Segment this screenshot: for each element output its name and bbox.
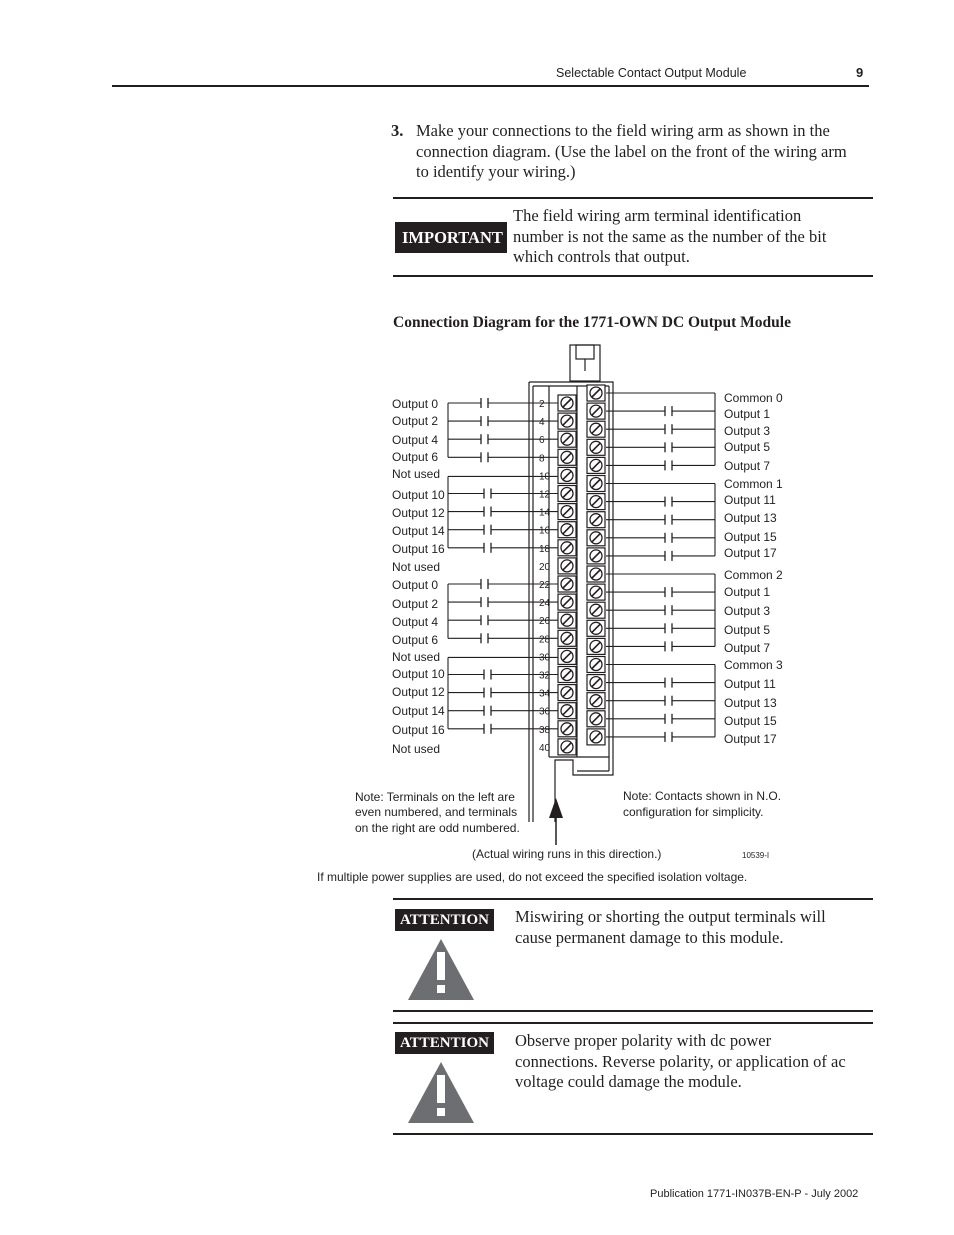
left-terminal-label: Not used	[392, 560, 441, 574]
terminal-number: 18	[539, 543, 551, 555]
figure-caption: If multiple power supplies are used, do not exceed the specified isolation voltage.	[317, 870, 748, 884]
left-terminal-label: Not used	[392, 650, 441, 664]
terminal-number: 24	[539, 598, 551, 610]
left-terminal-label: Not used	[392, 742, 441, 756]
important-label: IMPORTANT	[395, 222, 507, 253]
terminal-number: 20	[539, 561, 551, 573]
left-terminal-label: Output 16	[392, 723, 445, 737]
right-terminal-label: Common 2	[724, 568, 783, 582]
left-terminal-label: Output 14	[392, 704, 445, 718]
terminal-number: 4	[539, 417, 545, 429]
left-terminal-label: Output 14	[392, 524, 445, 538]
attention1-top-rule	[393, 898, 873, 900]
right-terminal-label: Output 15	[724, 530, 777, 544]
wiring-arm-tab-inner	[576, 345, 594, 359]
terminal-number: 30	[539, 652, 551, 664]
note-left-line: Note: Terminals on the left are	[355, 790, 515, 804]
attention2-line: Observe proper polarity with dc power	[515, 1031, 772, 1050]
terminal-number: 28	[539, 634, 551, 646]
right-terminal-label: Output 1	[724, 407, 771, 421]
attention2-label: ATTENTION	[395, 1032, 494, 1054]
terminal-number: 36	[539, 706, 551, 718]
right-terminal-label: Output 5	[724, 440, 771, 454]
right-terminal-label: Output 3	[724, 604, 771, 618]
warning-triangle-icon	[407, 1061, 475, 1125]
direction-caption: (Actual wiring runs in this direction.)	[472, 847, 662, 861]
direction-arrow	[549, 798, 563, 845]
attention1-bottom-rule	[393, 1010, 873, 1012]
step-number: 3.	[391, 121, 404, 140]
step-line: Make your connections to the field wiring arm as shown in the	[416, 121, 830, 140]
attention2-text	[515, 1031, 846, 1093]
left-terminal-label: Output 4	[392, 433, 439, 447]
attention1-text	[515, 907, 826, 948]
left-terminal-label: Output 6	[392, 450, 439, 464]
left-terminal-label: Output 16	[392, 542, 445, 556]
right-terminal-label: Common 3	[724, 658, 783, 672]
right-terminal-label: Output 3	[724, 424, 771, 438]
right-terminal-label: Output 17	[724, 546, 777, 560]
right-terminal-label: Output 7	[724, 641, 771, 655]
right-terminal-label: Output 13	[724, 511, 777, 525]
right-terminal-label: Output 7	[724, 459, 771, 473]
terminal-number: 10	[539, 471, 551, 483]
terminal-number: 26	[539, 616, 551, 628]
running-title: Selectable Contact Output Module	[556, 66, 747, 80]
page-number: 9	[856, 65, 864, 80]
left-terminal-label: Output 12	[392, 685, 445, 699]
left-terminal-label: Output 2	[392, 597, 439, 611]
left-terminal-label: Output 2	[392, 414, 439, 428]
right-terminal-label: Output 15	[724, 714, 777, 728]
note-right-line: Note: Contacts shown in N.O.	[623, 789, 782, 803]
left-terminal-label: Output 10	[392, 667, 445, 681]
attention1-line: cause permanent damage to this module.	[515, 927, 784, 947]
left-terminal-label: Output 4	[392, 615, 439, 629]
terminal-number: 38	[539, 724, 551, 736]
right-terminal-label: Output 13	[724, 696, 777, 710]
right-terminal-label: Common 1	[724, 477, 783, 491]
right-terminal-label: Output 11	[724, 493, 776, 507]
terminal-number: 12	[539, 489, 551, 501]
note-right-line: configuration for simplicity.	[623, 805, 764, 819]
attention2-top-rule	[393, 1022, 873, 1024]
terminal-number: 16	[539, 525, 551, 537]
step-line: connection diagram. (Use the label on the front of the wiring arm	[416, 141, 847, 161]
attention2-bottom-rule	[393, 1133, 873, 1135]
left-terminal-label: Output 10	[392, 488, 445, 502]
terminal-number: 8	[539, 453, 545, 465]
important-line: The field wiring arm terminal identification	[513, 206, 802, 225]
attention2-line: voltage could damage the module.	[515, 1072, 742, 1091]
left-terminal-label: Output 0	[392, 397, 439, 411]
left-terminal-label: Not used	[392, 467, 441, 481]
right-terminal-label: Common 0	[724, 391, 783, 405]
right-terminal-label: Output 11	[724, 677, 776, 691]
terminal-number: 22	[539, 580, 551, 591]
attention2-line: connections. Reverse polarity, or application of ac	[515, 1051, 846, 1071]
figure-id: 10539-I	[742, 851, 770, 860]
figure-title: Connection Diagram for the 1771-OWN DC Output Module	[393, 314, 791, 331]
left-terminal-label: Output 0	[392, 578, 439, 592]
left-terminal-label: Output 6	[392, 633, 439, 647]
terminal-number: 2	[539, 399, 545, 410]
terminal-number: 32	[539, 670, 551, 682]
attention1-line: Miswiring or shorting the output terminals will	[515, 907, 826, 926]
right-terminal-label: Output 1	[724, 585, 771, 599]
attention1-label: ATTENTION	[395, 909, 494, 931]
terminal-number: 14	[539, 507, 551, 519]
terminal-number: 34	[539, 688, 551, 700]
left-terminal-label: Output 12	[392, 506, 445, 520]
terminal-number: 40	[539, 742, 551, 754]
warning-triangle-icon	[407, 938, 475, 1002]
step-line: to identify your wiring.)	[416, 162, 576, 181]
publication-footer: Publication 1771-IN037B-EN-P - July 2002	[650, 1188, 859, 1200]
right-terminal-label: Output 5	[724, 623, 771, 637]
important-line: which controls that output.	[513, 247, 690, 266]
terminal-number: 6	[539, 435, 545, 447]
note-left-line: even numbered, and terminals	[355, 805, 518, 819]
note-left-line: on the right are odd numbered.	[355, 821, 520, 835]
right-terminal-label: Output 17	[724, 732, 777, 746]
right-wiring	[606, 391, 783, 746]
important-line: number is not the same as the number of the bit	[513, 226, 827, 246]
